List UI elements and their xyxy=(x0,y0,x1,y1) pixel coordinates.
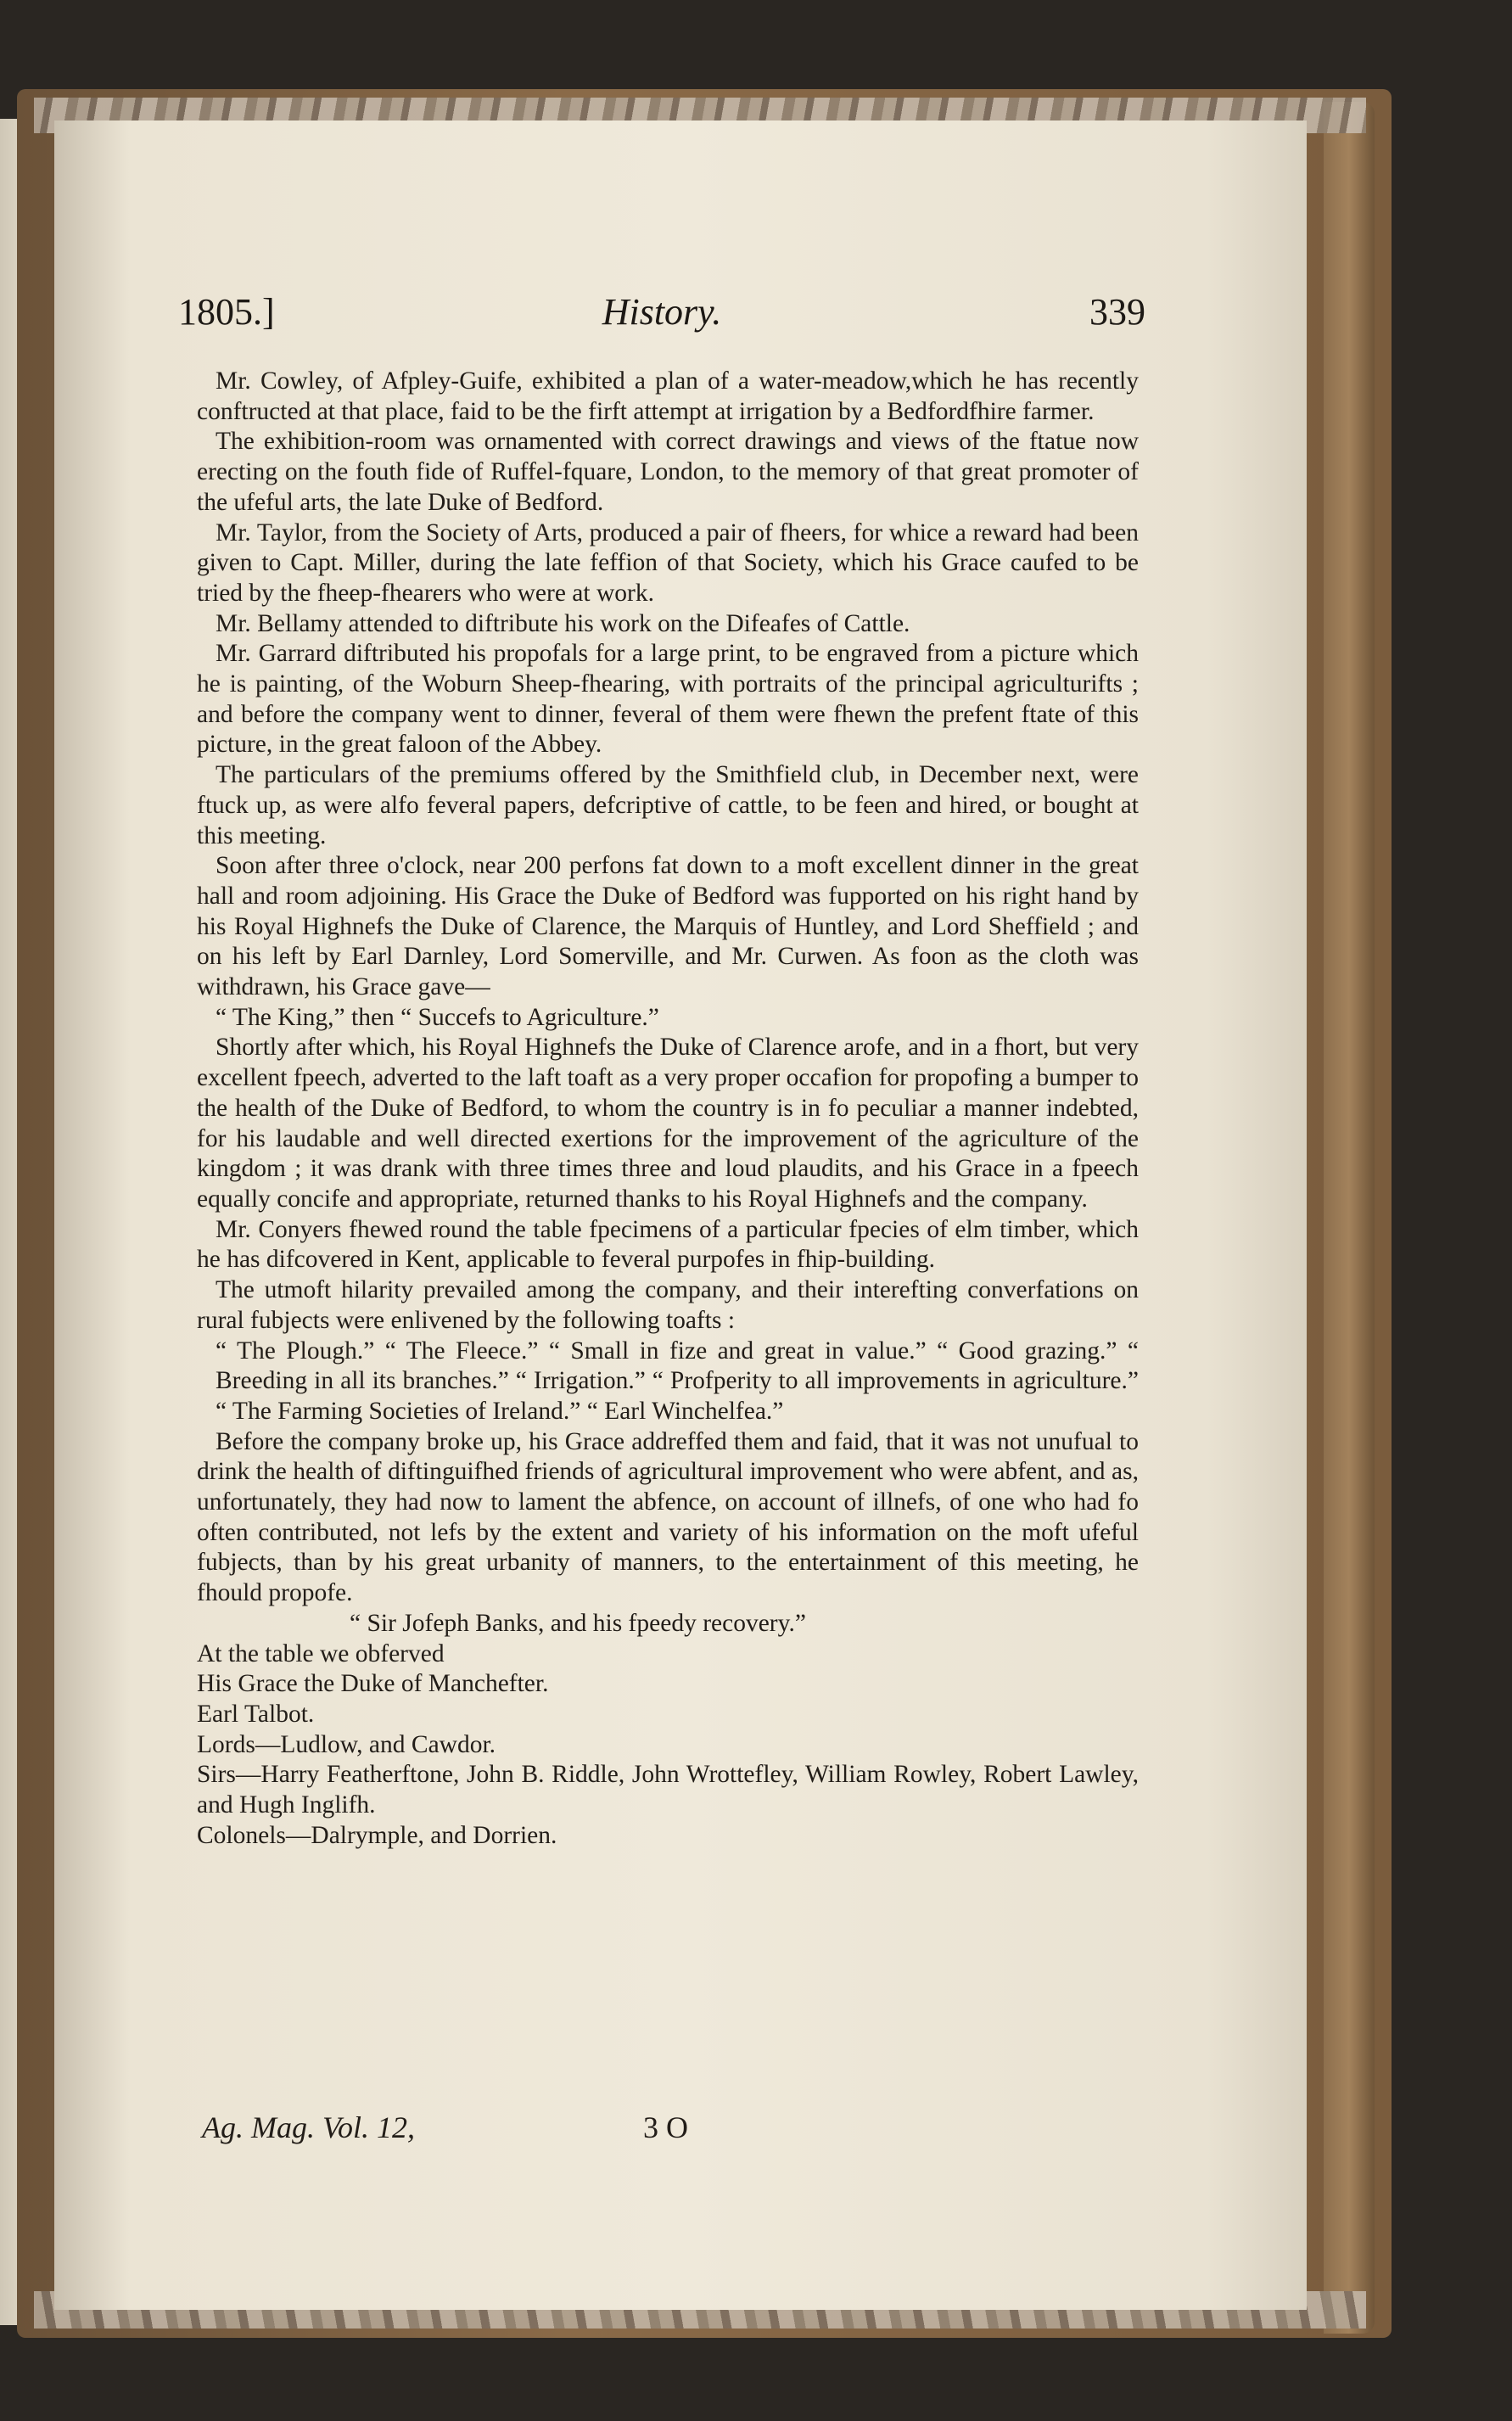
paragraph: Mr. Conyers fhewed round the table fpecimens of a particular fpecies of elm timber, which he has difcovered in Kent, applicable to feveral purpofes in fhip-building. xyxy=(197,1215,1139,1274)
paragraph: Soon after three o'clock, near 200 perfons fat down to a moft excellent dinner in the great hall and room adjoining. His Grace the Duke of Bedford was fupported on his right hand by his Royal Highnefs the Duke of Clarence, the Marquis of Huntley, and Lord Sheffield ; and on his left by Earl Darnley, Lord Somerville, and Mr. Curwen. As foon as the cloth was withdrawn, his Grace gave— xyxy=(197,852,1139,1001)
paragraph: Mr. Taylor, from the Society of Arts, produced a pair of fheers, for whice a reward had been given to Capt. Miller, during the late feffion of that Society, which his Grace caufed to be tried by the fheep-fhearers who were at work. xyxy=(197,518,1139,607)
paragraph: “ The King,” then “ Succefs to Agriculture.” xyxy=(216,1003,659,1031)
paragraph: Sirs—Harry Featherftone, John B. Riddle, John Wrottefley, William Rowley, Robert Lawley, and Hugh Inglifh. xyxy=(197,1761,1139,1819)
paragraph: At the table we obferved xyxy=(197,1639,445,1667)
gathering-mark: 3 O xyxy=(643,2110,688,2144)
paragraph: Mr. Bellamy attended to diftribute his work on the Difeafes of Cattle. xyxy=(216,609,910,637)
running-header xyxy=(178,290,1145,341)
paragraph: Earl Talbot. xyxy=(197,1700,315,1728)
header-section-title: History. xyxy=(602,291,722,333)
paragraph: Mr. Cowley, of Afpley-Guife, exhibited a plan of a water-meadow,which he has recently conftructed at that place, faid to be the firft attempt at irrigation by a Bedfordfhire farmer. xyxy=(197,367,1139,425)
paragraph: The utmoft hilarity prevailed among the company, and their interefting converfations on rural fubjects were enlivened by the following toafts : xyxy=(197,1276,1139,1334)
paragraph: The exhibition-room was ornamented with correct drawings and views of the ftatue now erecting on the fouth fide of Ruffel-fquare, London, to the memory of that great promoter of the ufeful arts, the late Duke of Bedford. xyxy=(197,428,1139,516)
page-number: 339 xyxy=(1089,291,1145,333)
paragraph: “ Sir Jofeph Banks, and his fpeedy recovery.” xyxy=(350,1609,806,1637)
paragraph: Mr. Garrard diftributed his propofals for a large print, to be engraved from a picture which he is painting, of the Woburn Sheep-fhearing, with portraits of the principal agriculturifts ; and before the company went to dinner, feveral of them were fhewn the prefent ftate of this picture, in the great faloon of the Abbey. xyxy=(197,640,1139,759)
paragraph: “ The Plough.” “ The Fleece.” “ Small in fize and great in value.” “ Good grazing.” “ Breeding in all its branches.” “ Irrigation.” “ Profperity to all improvements in agriculture.” “ The Farming Societies of Ireland.” “ Earl Winchelfea.” xyxy=(216,1337,1139,1425)
signature-line xyxy=(202,2110,796,2152)
paragraph: His Grace the Duke of Manchefter. xyxy=(197,1670,549,1698)
page-edges xyxy=(1324,102,1375,2334)
paragraph: Shortly after which, his Royal Highnefs the Duke of Clarence arofe, and in a fhort, but very excellent fpeech, adverted to the laft toaft as a very proper occafion for propofing a bumper to the health of the Duke of Bedford, to whom the country is in fo peculiar a manner indebted, for his laudable and well directed exertions for the improvement of the agriculture of the kingdom ; it was drank with three times three and loud plaudits, and his Grace in a fpeech equally concife and appropriate, returned thanks to his Royal Highnefs and the company. xyxy=(197,1034,1139,1213)
paragraph: The particulars of the premiums offered by the Smithfield club, in December next, were ftuck up, as were alfo feveral papers, defcriptive of cattle, to be feen and hired, or bought at this meeting. xyxy=(197,761,1139,849)
paragraph: Colonels—Dalrymple, and Dorrien. xyxy=(197,1821,557,1849)
paragraph: Before the company broke up, his Grace addreffed them and faid, that it was not unufual to drink the health of diftinguifhed friends of agricultural improvement who were abfent, and as, unfortunately, they had now to lament the abfence, on account of illnefs, of one who had fo often contributed, not lefs by the extent and variety of his information on the moft ufeful fubjects, than by his great urbanity of manners, to the entertainment of this meeting, he fhould propofe. xyxy=(197,1427,1139,1607)
signature-mark: Ag. Mag. Vol. 12, xyxy=(202,2110,415,2144)
paragraph: Lords—Ludlow, and Cawdor. xyxy=(197,1730,496,1758)
article-body xyxy=(197,367,1139,1851)
header-year: 1805.] xyxy=(178,291,275,333)
